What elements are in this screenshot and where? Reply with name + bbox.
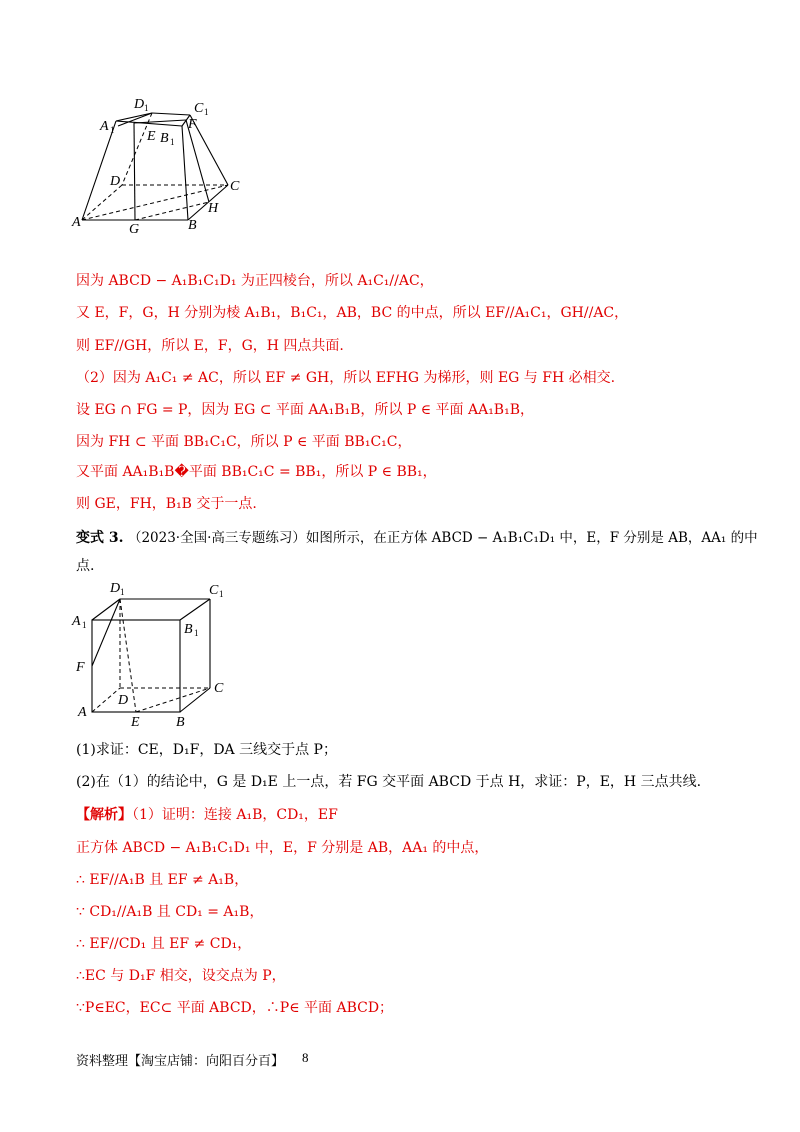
- label-c1: C: [209, 583, 219, 598]
- footer-text: 资料整理【淘宝店铺：向阳百分百】: [76, 1054, 285, 1069]
- analysis-line: ∴EC 与 D₁F 相交，设交点为 P，: [76, 968, 286, 984]
- label-c1-sub: 1: [219, 589, 224, 599]
- question-line: (2)在（1）的结论中，G 是 D₁E 上一点，若 FG 交平面 ABCD 于点 H，求证：P，E，H 三点共线.: [76, 774, 702, 790]
- label-c: C: [214, 681, 224, 696]
- label-f: F: [188, 117, 197, 132]
- label-d1: D: [134, 97, 145, 112]
- label-h: H: [208, 201, 219, 216]
- question-line: (1)求证：CE，D₁F，DA 三线交于点 P；: [76, 742, 337, 758]
- label-a1: A: [100, 119, 109, 134]
- cube-diagram: [70, 578, 240, 728]
- solution-line: 又平面 AA₁B₁B�平面 BB₁C₁C = BB₁，所以 P ∈ BB₁，: [76, 464, 437, 480]
- analysis-line: ∴ EF//A₁B 且 EF ≠ A₁B，: [76, 872, 249, 888]
- variant-source: （2023·全国·高三专题练习）如图所示，在正方体 ABCD − A₁B₁C₁D₁ 中，E，F 分别是 AB，AA₁ 的中: [127, 530, 758, 546]
- label-a1-sub: 1: [82, 620, 87, 630]
- label-c: C: [230, 179, 240, 194]
- label-b: B: [176, 715, 185, 728]
- label-a: A: [72, 215, 81, 230]
- label-b1-sub: 1: [194, 628, 199, 638]
- label-f: F: [76, 660, 85, 675]
- label-d1-sub: 1: [120, 587, 125, 597]
- label-e: E: [131, 715, 140, 728]
- analysis-tag: 【解析】: [76, 807, 132, 823]
- label-a: A: [78, 705, 87, 720]
- label-a1-sub: 1: [110, 125, 115, 135]
- label-d1: D: [110, 581, 121, 596]
- analysis-line: 正方体 ABCD − A₁B₁C₁D₁ 中，E，F 分别是 AB，AA₁ 的中点，: [76, 840, 489, 856]
- frustum-figure: [70, 92, 250, 237]
- solution-line: 因为 ABCD − A₁B₁C₁D₁ 为正四棱台，所以 A₁C₁//AC，: [76, 273, 434, 289]
- label-d: D: [118, 693, 129, 708]
- label-b1: B: [184, 622, 193, 637]
- frustum-diagram: [70, 92, 250, 237]
- label-a1: A: [72, 614, 81, 629]
- solution-line: 因为 FH ⊂ 平面 BB₁C₁C，所以 P ∈ 平面 BB₁C₁C，: [76, 434, 412, 450]
- analysis-first-line: [76, 805, 338, 825]
- solution-line: 设 EG ∩ FG = P，因为 EG ⊂ 平面 AA₁B₁B，所以 P ∈ 平面 AA₁B₁B，: [76, 402, 534, 418]
- label-b: B: [188, 218, 197, 233]
- variant-heading: [76, 528, 758, 548]
- label-b1: B: [160, 131, 169, 146]
- label-g: G: [129, 222, 140, 237]
- label-d: D: [110, 174, 121, 189]
- label-c1: C: [194, 101, 204, 116]
- label-c1-sub: 1: [204, 107, 209, 117]
- cube-figure: [70, 578, 240, 728]
- solution-line: 则 EF//GH，所以 E，F，G，H 四点共面.: [76, 338, 344, 354]
- label-b1-sub: 1: [170, 137, 175, 147]
- solution-line: 则 GE，FH，B₁B 交于一点.: [76, 496, 257, 512]
- solution-line: （2）因为 A₁C₁ ≠ AC，所以 EF ≠ GH，所以 EFHG 为梯形，则 EG 与 FH 必相交.: [76, 370, 616, 386]
- analysis-first: （1）证明：连接 A₁B，CD₁，EF: [132, 807, 338, 823]
- analysis-line: ∵P∈EC，EC⊂ 平面 ABCD，∴P∈ 平面 ABCD；: [76, 1000, 394, 1016]
- analysis-line: ∴ EF//CD₁ 且 EF ≠ CD₁，: [76, 936, 252, 952]
- label-e: E: [147, 129, 156, 144]
- variant-title: 变式 3.: [76, 530, 124, 546]
- variant-cont: 点.: [76, 558, 95, 574]
- page-number: 8: [302, 1050, 309, 1065]
- label-d1-sub: 1: [144, 103, 149, 113]
- analysis-line: ∵ CD₁//A₁B 且 CD₁ = A₁B，: [76, 904, 264, 920]
- solution-line: 又 E，F，G，H 分别为棱 A₁B₁，B₁C₁，AB，BC 的中点，所以 EF//A₁C₁，GH//AC，: [76, 305, 629, 321]
